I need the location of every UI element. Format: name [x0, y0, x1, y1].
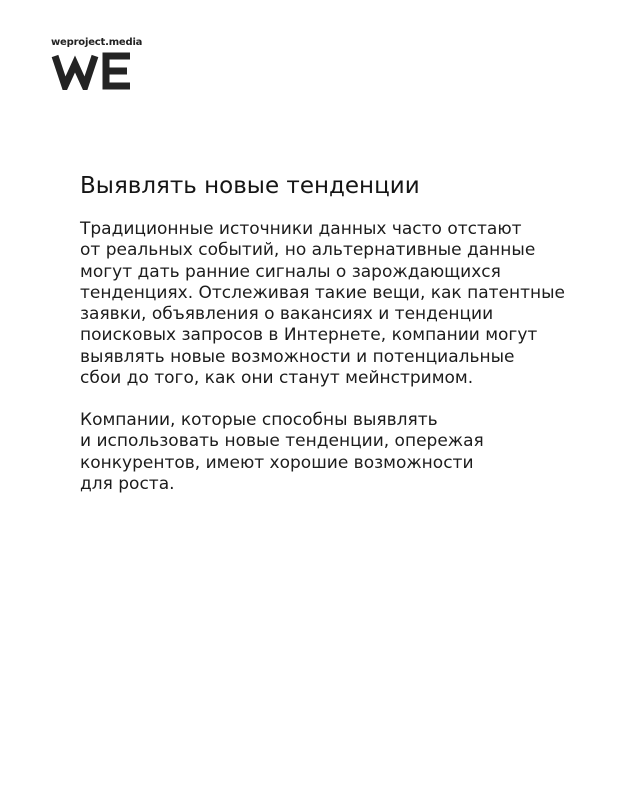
paragraph-2 [80, 410, 484, 495]
paragraph-line: конкурентов, имеют хорошие возможности [80, 452, 474, 473]
paragraph-line: тенденциях. Отслеживая такие вещи, как патентные [80, 282, 566, 303]
brand-domain: weproject.media [51, 37, 143, 48]
paragraph-line: сбои до того, как они станут мейнстримом. [80, 368, 474, 389]
we-logo [51, 52, 135, 90]
paragraph-line: и использовать новые тенденции, опережая [80, 431, 484, 452]
paragraph-line: могут дать ранние сигналы о зарождающихся [80, 261, 501, 282]
paragraph-line: от реальных событий, но альтернативные данные [80, 240, 536, 261]
paragraph-line: для роста. [80, 473, 175, 494]
paragraph-1 [80, 219, 565, 389]
brand-block [51, 37, 142, 90]
paragraph-line: поисковых запросов в Интернете, компании могут [80, 325, 538, 346]
paragraph-line: Компании, которые способны выявлять [80, 410, 438, 430]
page-title: Выявлять новые тенденции [80, 173, 420, 199]
paragraph-line: заявки, объявления о вакансиях и тенденции [80, 304, 494, 325]
paragraph-line: Традиционные источники данных часто отстают [80, 219, 522, 239]
paragraph-line: выявлять новые возможности и потенциальные [80, 346, 515, 367]
